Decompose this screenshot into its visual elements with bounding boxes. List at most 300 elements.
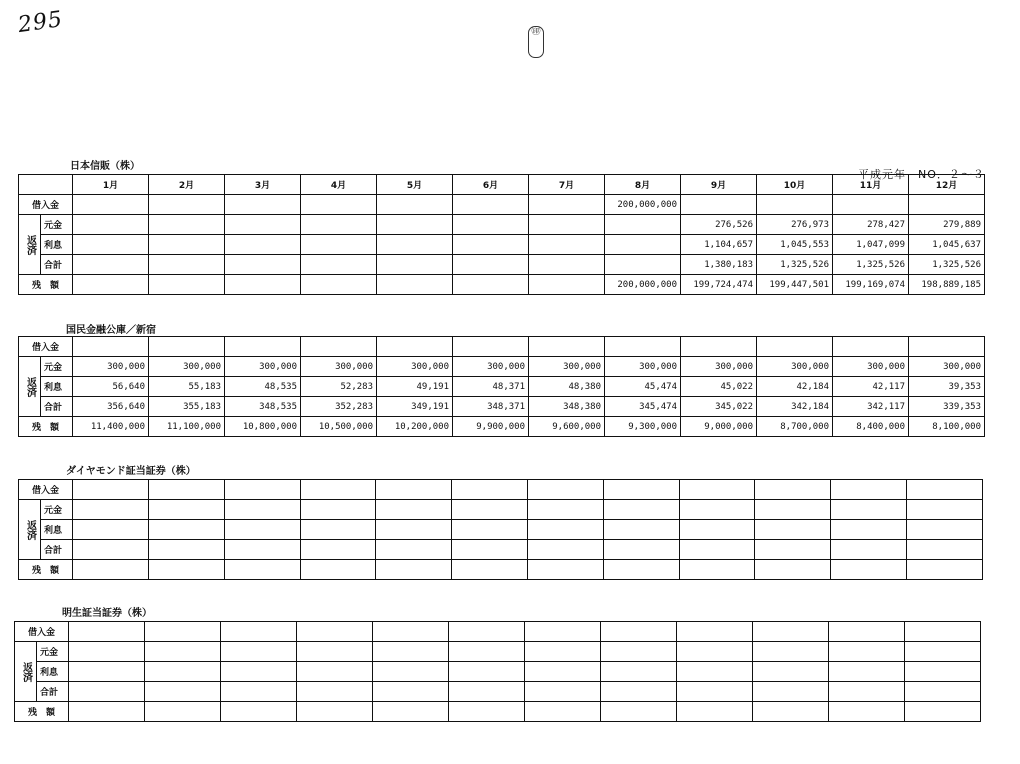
borrow-cell: [300, 480, 376, 500]
principal-cell: [69, 642, 145, 662]
principal-cell: [301, 215, 377, 235]
balance-cell: 9,000,000: [681, 417, 757, 437]
repayment-label: 返済: [15, 642, 37, 702]
interest-cell: 55,183: [149, 377, 225, 397]
borrow-cell: [73, 195, 149, 215]
total-cell: [301, 255, 377, 275]
month-header: 1月: [73, 175, 149, 195]
total-cell: [679, 540, 755, 560]
total-cell: 1,380,183: [681, 255, 757, 275]
section-title: ダイヤモンド証当証券（株）: [66, 466, 196, 477]
borrow-cell: [297, 622, 373, 642]
balance-cell: 198,889,185: [909, 275, 985, 295]
month-header: 5月: [377, 175, 453, 195]
balance-cell: 10,500,000: [301, 417, 377, 437]
balance-cell: 9,300,000: [605, 417, 681, 437]
principal-cell: [831, 500, 907, 520]
balance-cell: [601, 702, 677, 722]
total-cell: 352,283: [301, 397, 377, 417]
borrow-row: [19, 195, 985, 215]
borrow-cell: [679, 480, 755, 500]
total-cell: [907, 540, 983, 560]
balance-cell: 9,600,000: [529, 417, 605, 437]
total-cell: [831, 540, 907, 560]
principal-cell: 278,427: [833, 215, 909, 235]
balance-cell: 199,724,474: [681, 275, 757, 295]
principal-cell: 300,000: [529, 357, 605, 377]
balance-cell: [376, 560, 452, 580]
principal-cell: [377, 215, 453, 235]
total-cell: 348,535: [225, 397, 301, 417]
balance-cell: [300, 560, 376, 580]
interest-cell: [373, 662, 449, 682]
balance-cell: [73, 560, 149, 580]
borrow-cell: [301, 195, 377, 215]
interest-cell: [753, 662, 829, 682]
total-cell: [755, 540, 831, 560]
borrow-cell: [601, 622, 677, 642]
borrow-cell: [905, 622, 981, 642]
borrow-row: [19, 480, 983, 500]
section-title: 日本信販（株）: [70, 161, 140, 172]
principal-cell: [297, 642, 373, 662]
total-cell: [527, 540, 603, 560]
month-header: 11月: [833, 175, 909, 195]
month-header: 12月: [909, 175, 985, 195]
interest-cell: [525, 662, 601, 682]
interest-label: 利息: [41, 235, 73, 255]
borrow-row: [19, 337, 985, 357]
total-cell: [73, 540, 149, 560]
principal-label: 元金: [41, 215, 73, 235]
principal-cell: [527, 500, 603, 520]
total-cell: 348,380: [529, 397, 605, 417]
interest-cell: [145, 662, 221, 682]
borrow-cell: [224, 480, 300, 500]
borrow-cell: [833, 195, 909, 215]
interest-cell: 56,640: [73, 377, 149, 397]
balance-cell: [297, 702, 373, 722]
borrow-label: 借入金: [15, 622, 69, 642]
interest-cell: [527, 520, 603, 540]
interest-cell: 52,283: [301, 377, 377, 397]
interest-cell: [453, 235, 529, 255]
interest-cell: [829, 662, 905, 682]
interest-cell: [529, 235, 605, 255]
total-label: 合計: [41, 255, 73, 275]
balance-cell: 10,800,000: [225, 417, 301, 437]
borrow-cell: [225, 337, 301, 357]
principal-cell: [453, 215, 529, 235]
borrow-cell: [755, 480, 831, 500]
balance-cell: [452, 560, 528, 580]
borrow-cell: [453, 195, 529, 215]
total-cell: 342,184: [757, 397, 833, 417]
principal-cell: [224, 500, 300, 520]
ledger-table: [18, 479, 983, 580]
total-cell: [73, 255, 149, 275]
principal-cell: [145, 642, 221, 662]
borrow-cell: [753, 622, 829, 642]
interest-cell: [376, 520, 452, 540]
borrow-cell: [373, 622, 449, 642]
borrow-cell: [603, 480, 679, 500]
interest-cell: [73, 520, 149, 540]
principal-cell: 300,000: [149, 357, 225, 377]
principal-cell: [376, 500, 452, 520]
borrow-cell: [225, 195, 301, 215]
total-cell: [605, 255, 681, 275]
repayment-label: 返済: [19, 215, 41, 275]
interest-label: 利息: [37, 662, 69, 682]
principal-label: 元金: [37, 642, 69, 662]
interest-cell: [148, 520, 224, 540]
total-row: [19, 540, 983, 560]
borrow-cell: [377, 337, 453, 357]
principal-cell: 300,000: [301, 357, 377, 377]
principal-cell: 300,000: [453, 357, 529, 377]
principal-cell: [677, 642, 753, 662]
balance-cell: 199,169,074: [833, 275, 909, 295]
borrow-label: 借入金: [19, 195, 73, 215]
repayment-label: 返済: [19, 500, 41, 560]
total-cell: [677, 682, 753, 702]
total-cell: [452, 540, 528, 560]
total-cell: [148, 540, 224, 560]
interest-cell: 48,380: [529, 377, 605, 397]
month-header: 9月: [681, 175, 757, 195]
balance-cell: [603, 560, 679, 580]
balance-cell: 199,447,501: [757, 275, 833, 295]
principal-row: [19, 357, 985, 377]
balance-label: 残 額: [19, 560, 73, 580]
balance-cell: 10,200,000: [377, 417, 453, 437]
balance-cell: 9,900,000: [453, 417, 529, 437]
ledger-table: [14, 621, 981, 722]
balance-cell: [525, 702, 601, 722]
borrow-cell: [149, 195, 225, 215]
principal-cell: [221, 642, 297, 662]
total-cell: [225, 255, 301, 275]
borrow-row: [15, 622, 981, 642]
borrow-cell: 200,000,000: [605, 195, 681, 215]
borrow-cell: [73, 480, 149, 500]
balance-cell: [449, 702, 525, 722]
document-number: 平成元年 NO．２～３: [858, 168, 985, 181]
borrow-cell: [449, 622, 525, 642]
balance-row: [19, 275, 985, 295]
balance-cell: [301, 275, 377, 295]
month-header-row: [19, 175, 985, 195]
total-label: 合計: [41, 397, 73, 417]
total-cell: 339,353: [909, 397, 985, 417]
interest-cell: 48,371: [453, 377, 529, 397]
balance-cell: [73, 275, 149, 295]
month-header: 8月: [605, 175, 681, 195]
balance-cell: [221, 702, 297, 722]
total-cell: [224, 540, 300, 560]
balance-cell: [831, 560, 907, 580]
borrow-cell: [677, 622, 753, 642]
principal-cell: [679, 500, 755, 520]
interest-cell: [224, 520, 300, 540]
principal-cell: 300,000: [681, 357, 757, 377]
balance-cell: [677, 702, 753, 722]
principal-cell: [525, 642, 601, 662]
interest-cell: [225, 235, 301, 255]
borrow-cell: [149, 337, 225, 357]
principal-cell: [603, 500, 679, 520]
total-label: 合計: [41, 540, 73, 560]
month-header: 4月: [301, 175, 377, 195]
balance-label: 残 額: [19, 417, 73, 437]
borrow-cell: [909, 337, 985, 357]
interest-row: [19, 235, 985, 255]
balance-label: 残 額: [15, 702, 69, 722]
interest-cell: [679, 520, 755, 540]
principal-cell: 276,526: [681, 215, 757, 235]
principal-cell: 300,000: [909, 357, 985, 377]
interest-cell: [905, 662, 981, 682]
balance-cell: 8,100,000: [909, 417, 985, 437]
principal-label: 元金: [41, 357, 73, 377]
principal-cell: 300,000: [605, 357, 681, 377]
interest-cell: 1,045,553: [757, 235, 833, 255]
interest-cell: [297, 662, 373, 682]
interest-cell: 48,535: [225, 377, 301, 397]
interest-cell: [831, 520, 907, 540]
principal-cell: [373, 642, 449, 662]
borrow-cell: [525, 622, 601, 642]
principal-cell: 279,889: [909, 215, 985, 235]
principal-cell: 300,000: [833, 357, 909, 377]
principal-cell: [753, 642, 829, 662]
borrow-cell: [681, 337, 757, 357]
principal-row: [19, 215, 985, 235]
principal-cell: 300,000: [73, 357, 149, 377]
borrow-cell: [145, 622, 221, 642]
borrow-cell: [453, 337, 529, 357]
interest-cell: 1,047,099: [833, 235, 909, 255]
borrow-cell: [73, 337, 149, 357]
interest-row: [19, 377, 985, 397]
balance-cell: [753, 702, 829, 722]
interest-cell: [677, 662, 753, 682]
balance-cell: [679, 560, 755, 580]
stamp-mark: ㊞: [528, 26, 544, 58]
total-cell: [297, 682, 373, 702]
repayment-label: 返済: [19, 357, 41, 417]
borrow-cell: [69, 622, 145, 642]
month-header: 7月: [529, 175, 605, 195]
borrow-cell: [909, 195, 985, 215]
total-cell: 345,022: [681, 397, 757, 417]
total-cell: [601, 682, 677, 702]
principal-cell: 300,000: [757, 357, 833, 377]
interest-cell: [755, 520, 831, 540]
balance-row: [19, 560, 983, 580]
principal-cell: 276,973: [757, 215, 833, 235]
section-title: 明生証当証券（株）: [62, 608, 152, 619]
balance-cell: [453, 275, 529, 295]
balance-cell: [377, 275, 453, 295]
balance-cell: 11,100,000: [149, 417, 225, 437]
borrow-cell: [681, 195, 757, 215]
balance-cell: [148, 560, 224, 580]
ledger-table: [18, 336, 985, 437]
interest-label: 利息: [41, 520, 73, 540]
total-row: [19, 397, 985, 417]
total-cell: [69, 682, 145, 702]
balance-cell: [69, 702, 145, 722]
total-cell: [377, 255, 453, 275]
borrow-cell: [829, 622, 905, 642]
interest-row: [15, 662, 981, 682]
total-cell: [149, 255, 225, 275]
interest-cell: 49,191: [377, 377, 453, 397]
interest-cell: 1,104,657: [681, 235, 757, 255]
interest-cell: [449, 662, 525, 682]
balance-cell: 8,700,000: [757, 417, 833, 437]
borrow-cell: [605, 337, 681, 357]
total-cell: [373, 682, 449, 702]
principal-cell: [605, 215, 681, 235]
borrow-cell: [377, 195, 453, 215]
interest-cell: [377, 235, 453, 255]
balance-cell: [905, 702, 981, 722]
corner-cell: [19, 175, 73, 195]
total-cell: 1,325,526: [909, 255, 985, 275]
month-header: 10月: [757, 175, 833, 195]
interest-cell: [601, 662, 677, 682]
borrow-cell: [221, 622, 297, 642]
total-cell: 342,117: [833, 397, 909, 417]
interest-cell: [452, 520, 528, 540]
balance-row: [19, 417, 985, 437]
principal-cell: [829, 642, 905, 662]
principal-cell: [73, 500, 149, 520]
borrow-cell: [148, 480, 224, 500]
principal-cell: [755, 500, 831, 520]
total-cell: [145, 682, 221, 702]
interest-cell: [221, 662, 297, 682]
borrow-cell: [376, 480, 452, 500]
balance-cell: [373, 702, 449, 722]
balance-cell: [529, 275, 605, 295]
balance-cell: [224, 560, 300, 580]
balance-cell: [907, 560, 983, 580]
borrow-cell: [757, 195, 833, 215]
total-cell: 1,325,526: [757, 255, 833, 275]
borrow-cell: [527, 480, 603, 500]
section-title: 国民金融公庫／新宿: [66, 325, 156, 336]
borrow-label: 借入金: [19, 337, 73, 357]
principal-cell: [452, 500, 528, 520]
total-row: [19, 255, 985, 275]
interest-cell: [149, 235, 225, 255]
total-cell: 1,325,526: [833, 255, 909, 275]
principal-cell: [149, 215, 225, 235]
total-cell: [525, 682, 601, 702]
interest-cell: [301, 235, 377, 255]
borrow-cell: [907, 480, 983, 500]
balance-cell: [145, 702, 221, 722]
interest-cell: [605, 235, 681, 255]
total-cell: [603, 540, 679, 560]
total-cell: [529, 255, 605, 275]
interest-cell: [69, 662, 145, 682]
page-number: 295: [16, 6, 65, 39]
principal-cell: [529, 215, 605, 235]
interest-cell: [300, 520, 376, 540]
interest-cell: [603, 520, 679, 540]
total-cell: 356,640: [73, 397, 149, 417]
balance-label: 残 額: [19, 275, 73, 295]
ledger-table: [18, 174, 985, 295]
interest-cell: [73, 235, 149, 255]
total-cell: [221, 682, 297, 702]
principal-cell: [601, 642, 677, 662]
principal-cell: [449, 642, 525, 662]
borrow-cell: [529, 195, 605, 215]
balance-cell: [755, 560, 831, 580]
interest-row: [19, 520, 983, 540]
principal-row: [19, 500, 983, 520]
total-label: 合計: [37, 682, 69, 702]
interest-cell: 42,184: [757, 377, 833, 397]
principal-cell: 300,000: [225, 357, 301, 377]
total-cell: 349,191: [377, 397, 453, 417]
principal-row: [15, 642, 981, 662]
month-header: 6月: [453, 175, 529, 195]
principal-cell: [907, 500, 983, 520]
total-cell: 345,474: [605, 397, 681, 417]
total-cell: [376, 540, 452, 560]
principal-cell: [300, 500, 376, 520]
borrow-cell: [833, 337, 909, 357]
balance-cell: [225, 275, 301, 295]
balance-cell: [829, 702, 905, 722]
interest-cell: 1,045,637: [909, 235, 985, 255]
borrow-cell: [529, 337, 605, 357]
total-cell: [453, 255, 529, 275]
borrow-cell: [831, 480, 907, 500]
interest-cell: 42,117: [833, 377, 909, 397]
principal-cell: 300,000: [377, 357, 453, 377]
principal-cell: [905, 642, 981, 662]
month-header: 2月: [149, 175, 225, 195]
interest-cell: 45,022: [681, 377, 757, 397]
interest-cell: [907, 520, 983, 540]
principal-cell: [148, 500, 224, 520]
interest-cell: 39,353: [909, 377, 985, 397]
total-cell: [905, 682, 981, 702]
total-cell: 348,371: [453, 397, 529, 417]
interest-label: 利息: [41, 377, 73, 397]
balance-cell: 11,400,000: [73, 417, 149, 437]
balance-cell: [149, 275, 225, 295]
total-cell: [829, 682, 905, 702]
balance-cell: [527, 560, 603, 580]
total-cell: [449, 682, 525, 702]
month-header: 3月: [225, 175, 301, 195]
total-cell: [300, 540, 376, 560]
borrow-cell: [452, 480, 528, 500]
borrow-cell: [757, 337, 833, 357]
borrow-cell: [301, 337, 377, 357]
principal-cell: [73, 215, 149, 235]
balance-row: [15, 702, 981, 722]
